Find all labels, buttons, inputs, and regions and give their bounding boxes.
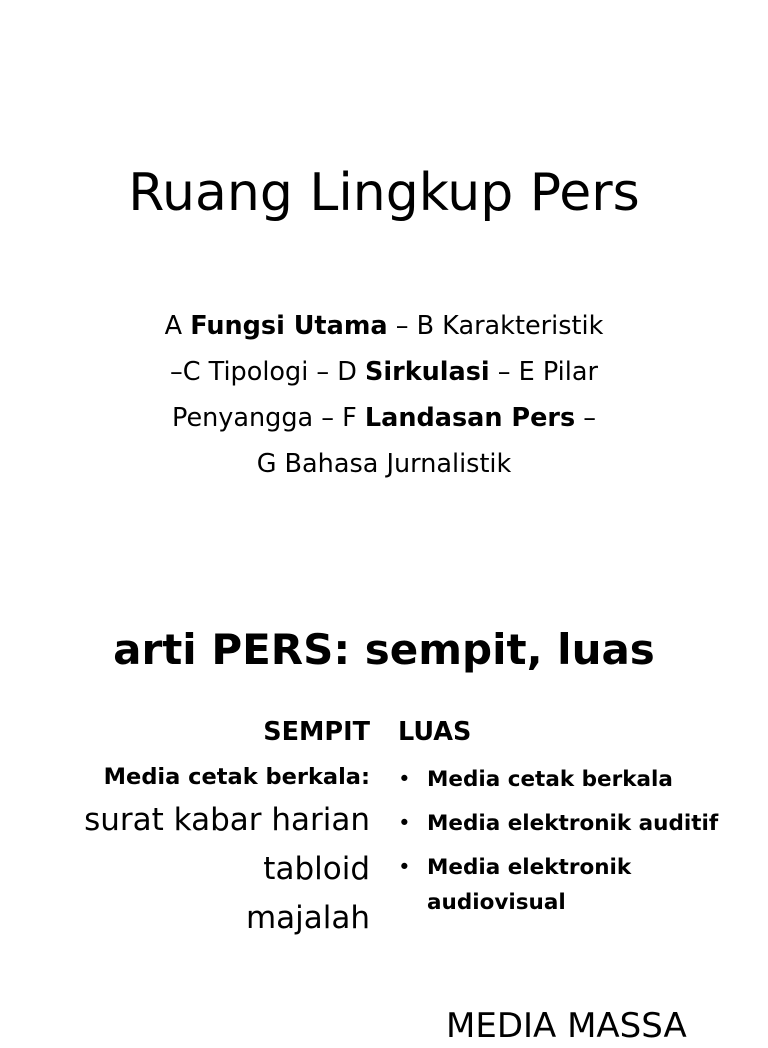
topic-line-1 xyxy=(84,303,684,349)
topic-line-2 xyxy=(84,349,684,395)
list-item-label: Media elektronik audiovisual xyxy=(427,855,632,915)
list-item xyxy=(398,850,738,920)
topic-text: – xyxy=(575,403,597,433)
bullet-icon: • xyxy=(398,811,411,836)
bullet-icon: • xyxy=(398,855,411,880)
luas-list xyxy=(398,762,738,920)
topic-line-4 xyxy=(84,441,684,487)
topic-text: A xyxy=(164,311,191,341)
topic-list xyxy=(84,303,684,487)
list-item xyxy=(398,762,738,797)
topic-sirkulasi: Sirkulasi xyxy=(365,357,490,387)
bullet-icon: • xyxy=(398,767,411,792)
topic-text: – B Karakteristik xyxy=(387,311,604,341)
topic-fungsi-utama: Fungsi Utama xyxy=(190,311,388,341)
topic-line-3 xyxy=(84,395,684,441)
luas-heading: LUAS xyxy=(398,717,472,747)
list-item xyxy=(398,806,738,841)
list-item-label: Media cetak berkala xyxy=(427,767,673,792)
sempit-item: tabloid xyxy=(263,851,370,887)
topic-text: Penyangga – F xyxy=(171,403,365,433)
topic-text: – E Pilar xyxy=(489,357,598,387)
sempit-heading: SEMPIT xyxy=(263,717,370,747)
slide-title: arti PERS: sempit, luas xyxy=(113,625,655,674)
sempit-item: majalah xyxy=(245,900,370,936)
next-slide-title-partial: MEDIA MASSA xyxy=(446,1006,687,1046)
list-item-label: Media elektronik auditif xyxy=(427,811,719,836)
slide-title: Ruang Lingkup Pers xyxy=(128,163,640,223)
topic-text: G Bahasa Jurnalistik xyxy=(256,449,512,479)
sempit-item: surat kabar harian xyxy=(84,802,370,838)
sempit-subheading: Media cetak berkala: xyxy=(103,764,370,790)
sempit-column xyxy=(40,710,370,943)
topic-text: –C Tipologi – D xyxy=(170,357,366,387)
luas-column xyxy=(398,710,738,929)
topic-landasan-pers: Landasan Pers xyxy=(364,403,576,433)
